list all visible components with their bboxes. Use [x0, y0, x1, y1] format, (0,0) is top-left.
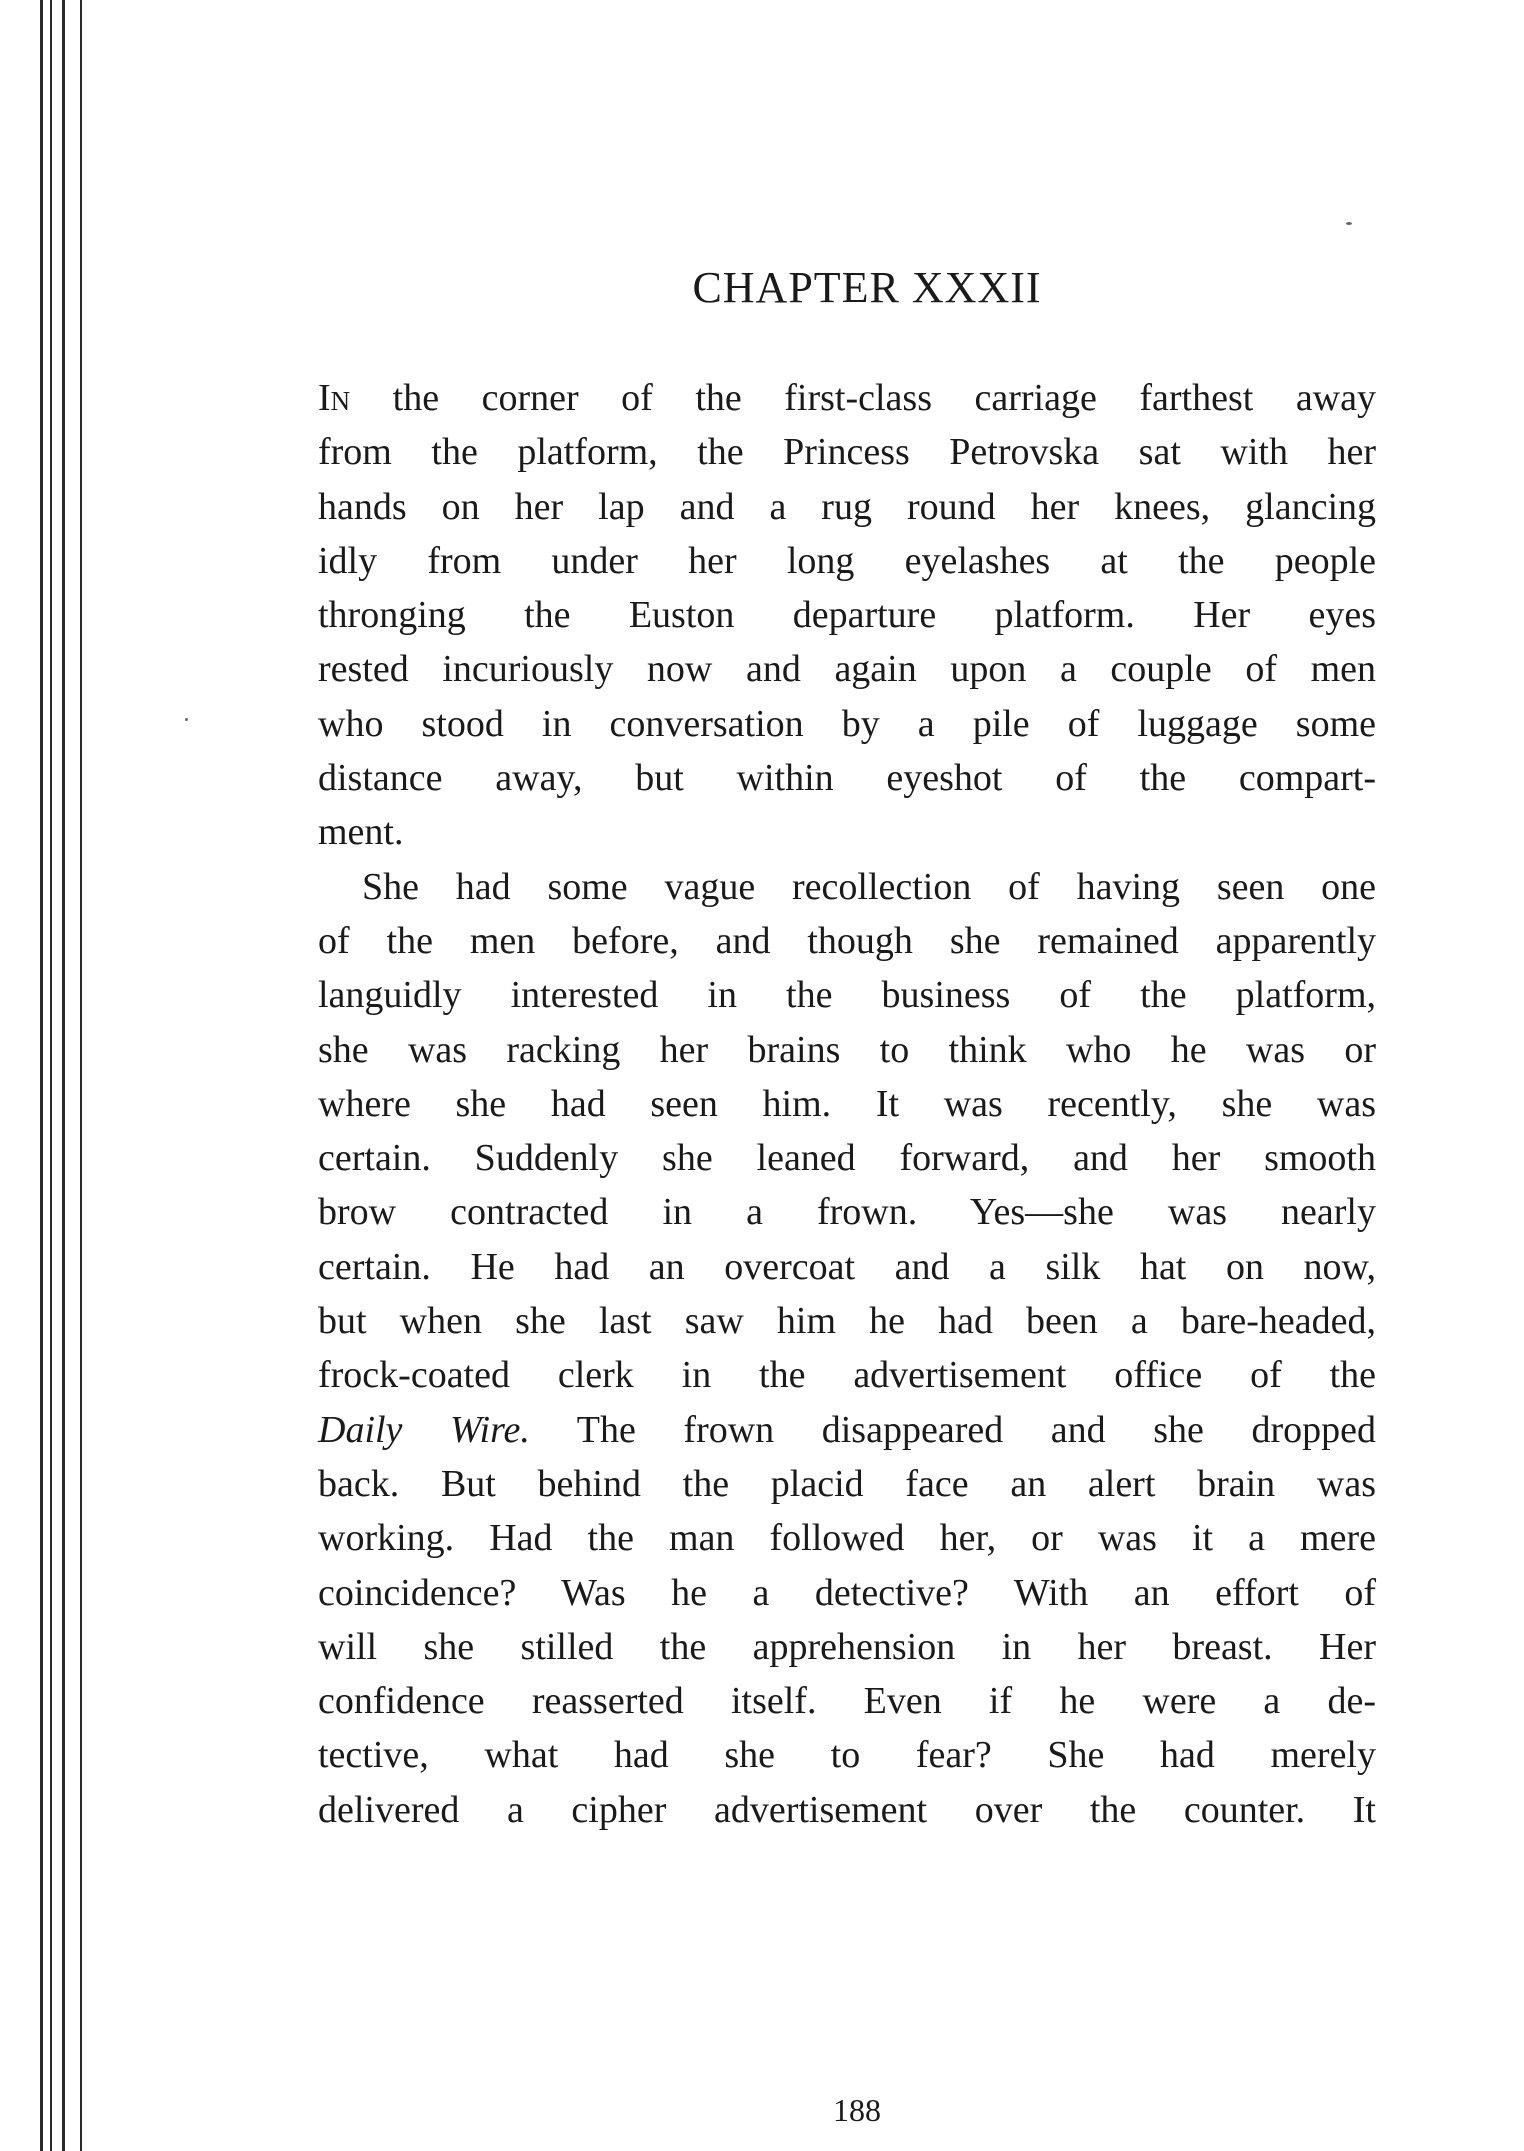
- text-line: back. But behind the placid face an alert brain was: [318, 1462, 1376, 1505]
- text-line: where she had seen him. It was recently, she was: [318, 1082, 1376, 1125]
- page-number: 188: [833, 2092, 881, 2128]
- text-line: of the men before, and though she remained apparently: [318, 919, 1376, 962]
- text-line: She had some vague recollection of having seen one: [362, 865, 1376, 908]
- text-line: brow contracted in a frown. Yes—she was nearly: [318, 1191, 1376, 1234]
- text-line: working. Had the man followed her, or was it a mere: [318, 1517, 1376, 1560]
- text-line: Daily Wire. The frown disappeared and she dropped: [318, 1408, 1376, 1451]
- text-line: she was racking her brains to think who he was or: [318, 1028, 1376, 1071]
- text-line: In the corner of the first-class carriage farthest away: [318, 377, 1376, 419]
- text-line: who stood in conversation by a pile of luggage some: [318, 702, 1376, 745]
- text-line: certain. Suddenly she leaned forward, and her smooth: [318, 1137, 1376, 1180]
- text-line: idly from under her long eyelashes at the people: [318, 539, 1376, 582]
- text-line: frock-coated clerk in the advertisement office of the: [318, 1354, 1376, 1397]
- text-line: confidence reasserted itself. Even if he were a de-: [318, 1680, 1376, 1723]
- text-line: ment.: [318, 811, 404, 854]
- paragraph-2: [318, 860, 1376, 1837]
- text-line: languidly interested in the business of the platform,: [318, 974, 1376, 1017]
- text-line: will she stilled the apprehension in her breast. Her: [318, 1625, 1376, 1668]
- text-line: distance away, but within eyeshot of the compart-: [318, 757, 1376, 800]
- book-page: [318, 262, 1376, 2128]
- text-line: but when she last saw him he had been a bare-headed,: [318, 1300, 1376, 1343]
- paragraph-1: [318, 371, 1376, 860]
- text-line: certain. He had an overcoat and a silk hat on now,: [318, 1245, 1376, 1288]
- text-line: hands on her lap and a rug round her knees, glancing: [318, 485, 1376, 528]
- print-speck: [185, 718, 188, 721]
- text-line: rested incuriously now and again upon a couple of men: [318, 648, 1376, 691]
- page-binding-edge: [0, 0, 90, 2151]
- text-line: delivered a cipher advertisement over the counter. It: [318, 1788, 1376, 1831]
- drop-cap: In: [318, 377, 351, 419]
- text-line: coincidence? Was he a detective? With an effort of: [318, 1571, 1376, 1614]
- text-line: thronging the Euston departure platform. Her eyes: [318, 594, 1376, 637]
- text-line: tective, what had she to fear? She had merely: [318, 1734, 1376, 1777]
- newspaper-title: Daily Wire.: [318, 1408, 530, 1451]
- chapter-heading: CHAPTER XXXII: [692, 263, 1042, 312]
- print-speck: [1346, 222, 1352, 225]
- text-line: from the platform, the Princess Petrovska sat with her: [318, 431, 1376, 474]
